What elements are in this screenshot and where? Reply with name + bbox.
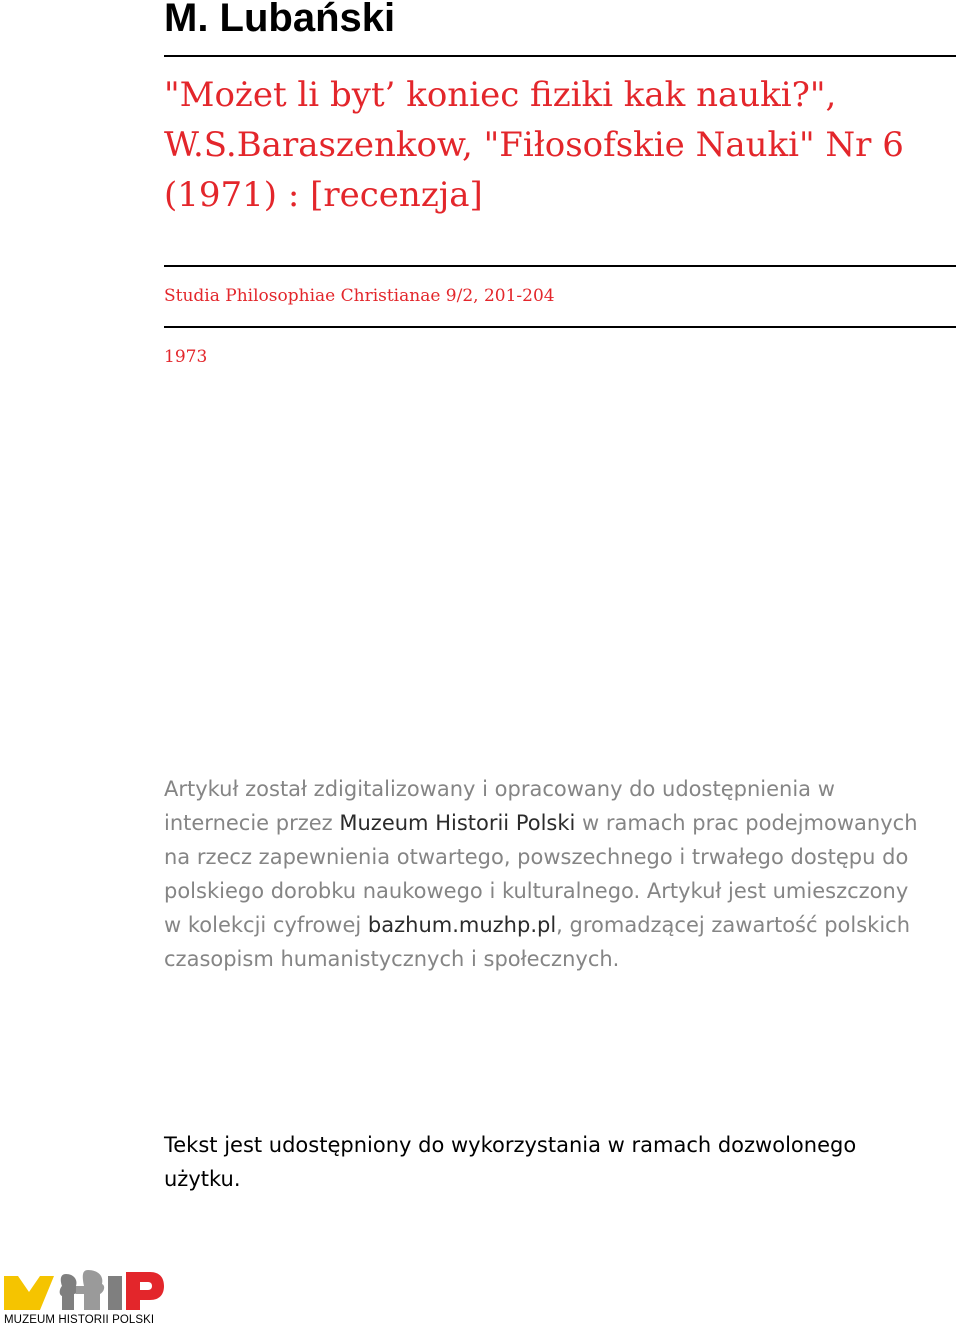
notice-text-1: Artykuł został zdigitalizowany i opracowany do udostępnienia w internecie przez <box>164 777 835 835</box>
divider-bottom <box>164 326 956 328</box>
divider-top <box>164 55 956 57</box>
museum-logo <box>4 1266 166 1328</box>
license-notice: Tekst jest udostępniony do wykorzystania w ramach dozwolonego użytku. <box>164 1133 857 1191</box>
journal-citation: Studia Philosophiae Christianae 9/2, 201-204 <box>164 286 555 306</box>
divider-middle <box>164 265 956 267</box>
logo-text: MUZEUM HISTORII POLSKI <box>4 1314 155 1326</box>
digitization-notice <box>164 772 924 976</box>
notice-text-3: , gromadzącej zawartość polskich czasopism humanistycznych i społecznych. <box>164 913 911 971</box>
notice-text-2: w ramach prac podejmowanych na rzecz zapewnienia otwartego, powszechnego i trwałego dostępu do polskiego dorobku naukowego i kulturalnego. Artykuł jest umieszczony w kolekcji cyfrowej <box>164 811 918 937</box>
bazhum-link[interactable]: bazhum.muzhp.pl <box>367 913 557 937</box>
author-name: M. Lubański <box>164 0 396 40</box>
article-title: "Możet li byt’ koniec fiziki kak nauki?", W.S.Baraszenkow, "Fiłosofskie Nauki" Nr 6 (1971) : [recenzja] <box>164 75 904 215</box>
publication-year: 1973 <box>164 347 208 367</box>
museum-emblem-icon <box>4 1266 166 1314</box>
museum-link[interactable]: Muzeum Historii Polski <box>339 811 576 835</box>
